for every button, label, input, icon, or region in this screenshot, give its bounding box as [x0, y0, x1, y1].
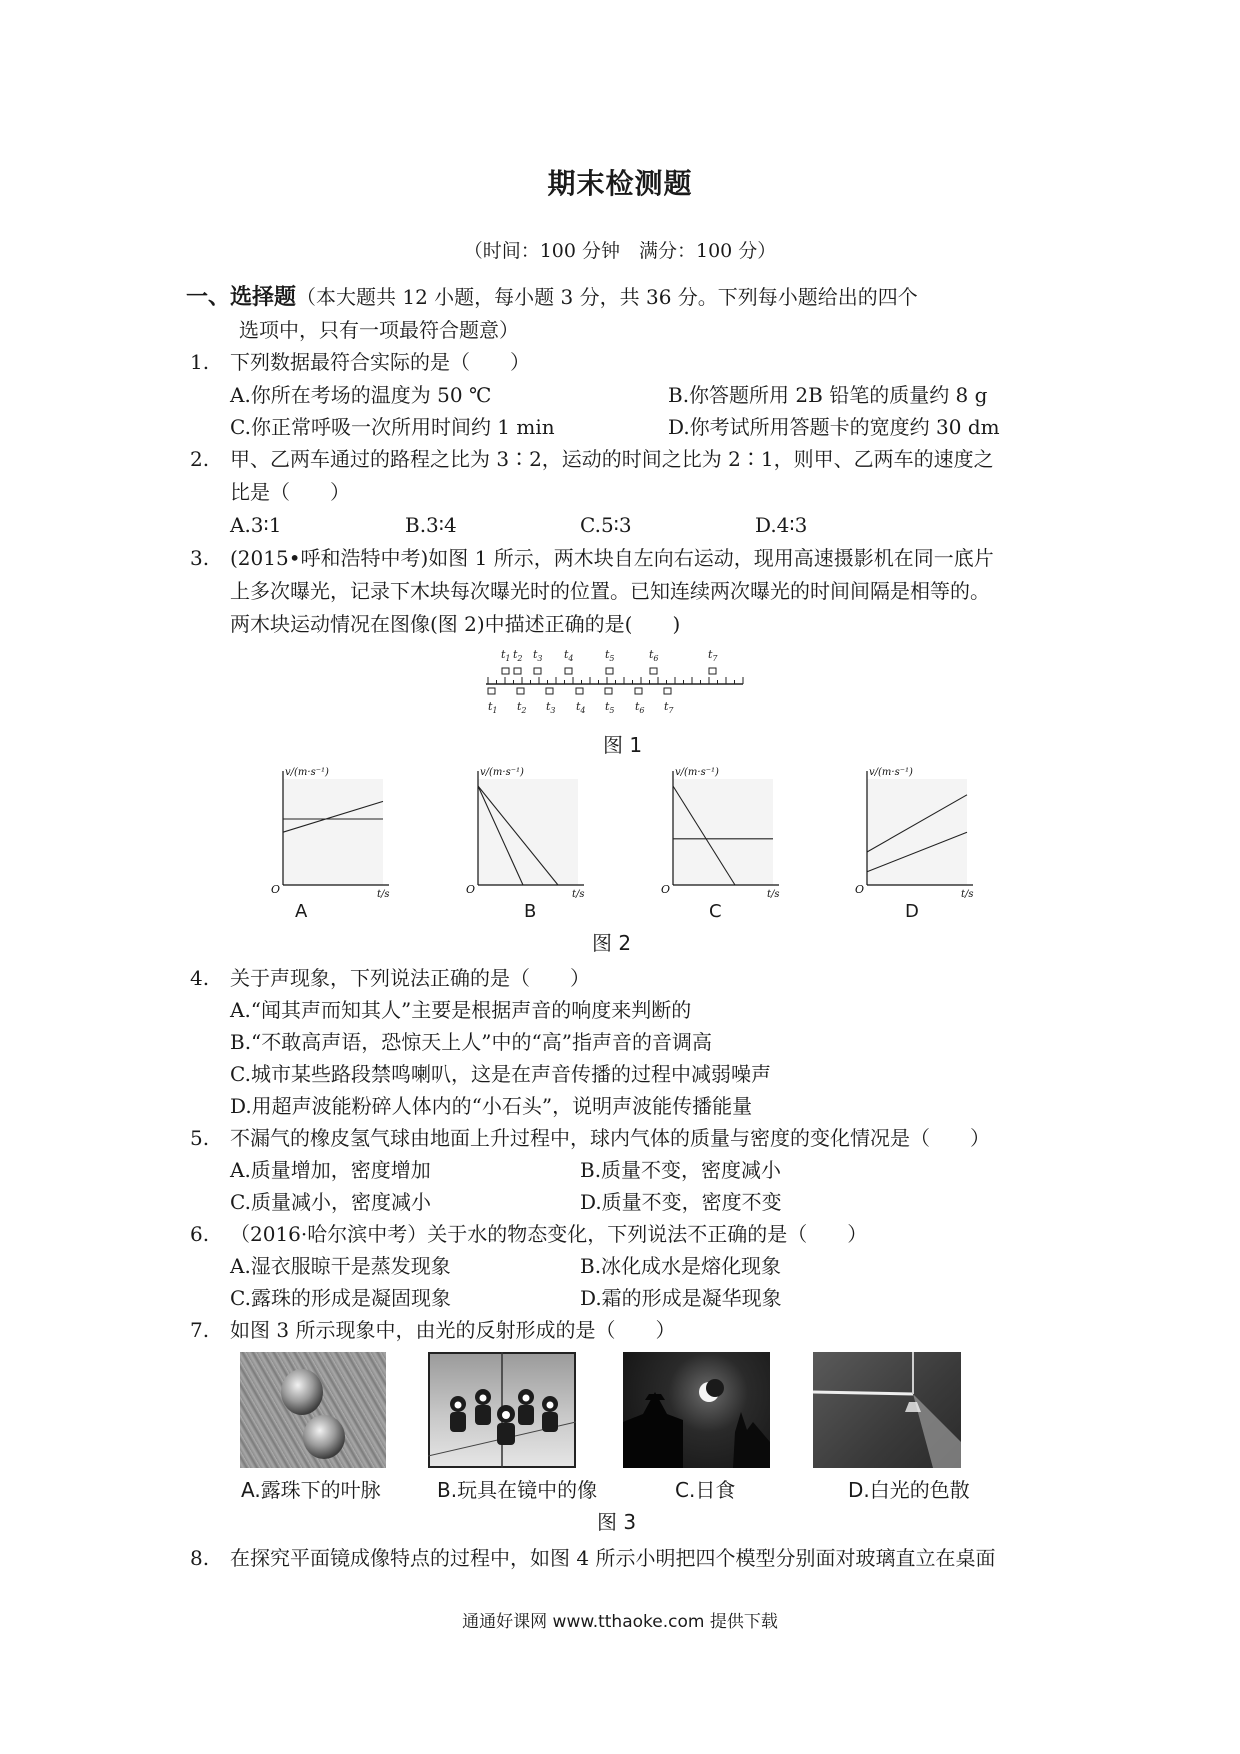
figure1-ruler-diagram: [480, 644, 750, 724]
figure2-caption: 图 2: [592, 931, 632, 955]
graph-background: [673, 779, 773, 885]
bottom-block-exposure: [576, 688, 583, 694]
bottom-time-label: $t_5$: [605, 700, 615, 715]
bottom-block-exposure: [517, 688, 524, 694]
q2-option-b: B.3∶4: [405, 513, 457, 537]
q5-option-d: D.质量不变，密度不变: [580, 1190, 782, 1214]
top-block-exposure: [514, 668, 521, 674]
q1-option-d: D.你考试所用答题卡的宽度约 30 dm: [668, 415, 1000, 439]
graph-a-label: A: [295, 901, 308, 922]
photo-dew-drops: [240, 1352, 386, 1468]
top-time-label: $t_1$: [501, 648, 511, 663]
graph-b: [460, 763, 590, 903]
q2-number: 2.: [190, 447, 210, 471]
bottom-block-exposure: [605, 688, 612, 694]
graph-d: [849, 763, 979, 903]
q5-stem: 不漏气的橡皮氢气球由地面上升过程中，球内气体的质量与密度的变化情况是（ ）: [230, 1126, 990, 1150]
q8-stem: 在探究平面镜成像特点的过程中，如图 4 所示小明把四个模型分别面对玻璃直立在桌面: [230, 1546, 996, 1570]
q6-option-a: A.湿衣服晾干是蒸发现象: [230, 1254, 451, 1278]
toy-figures-icon: [428, 1352, 576, 1468]
q1-stem: 下列数据最符合实际的是（ ）: [230, 350, 530, 374]
graph-y-label: v/(m·s⁻¹): [675, 767, 719, 778]
section-description-line2: 选项中，只有一项最符合题意）: [239, 318, 519, 342]
q4-option-b: B.“不敢高声语，恐惊天上人”中的“高”指声音的音调高: [230, 1030, 712, 1054]
top-time-label: $t_5$: [605, 648, 615, 663]
photo-a-caption: A.露珠下的叶脉: [241, 1478, 381, 1502]
q1-option-a: A.你所在考场的温度为 50 ℃: [230, 383, 492, 407]
graph-y-label: v/(m·s⁻¹): [285, 767, 329, 778]
top-time-label: $t_6$: [649, 648, 659, 663]
q7-number: 7.: [190, 1318, 210, 1342]
q4-option-d: D.用超声波能粉碎人体内的“小石头”，说明声波能传播能量: [230, 1094, 753, 1118]
q1-option-b: B.你答题所用 2B 铅笔的质量约 8 g: [668, 383, 988, 407]
q4-stem: 关于声现象，下列说法正确的是（ ）: [230, 966, 590, 990]
graph-x-label: t/s: [572, 889, 585, 900]
q5-number: 5.: [190, 1126, 210, 1150]
graph-origin: O: [855, 883, 865, 896]
q6-option-c: C.露珠的形成是凝固现象: [230, 1286, 451, 1310]
top-block-exposure: [606, 668, 613, 674]
graph-background: [283, 779, 383, 885]
bottom-time-label: $t_6$: [635, 700, 645, 715]
q1-number: 1.: [190, 350, 210, 374]
q6-option-d: D.霜的形成是凝华现象: [580, 1286, 782, 1310]
bottom-block-exposure: [546, 688, 553, 694]
q3-number: 3.: [190, 546, 210, 570]
q2-option-d: D.4∶3: [755, 513, 808, 537]
q2-option-c: C.5∶3: [580, 513, 632, 537]
graph-background: [478, 779, 578, 885]
top-block-exposure: [650, 668, 657, 674]
q3-stem-line3: 两木块运动情况在图像(图 2)中描述正确的是( ): [230, 612, 681, 636]
section-description: （本大题共 12 小题，每小题 3 分，共 36 分。下列每小题给出的四个: [296, 285, 918, 309]
dew-drops-icon: [240, 1352, 386, 1468]
figure3-caption: 图 3: [597, 1510, 637, 1534]
graph-d-label: D: [905, 901, 919, 922]
section-heading: [186, 287, 918, 309]
page-footer: 通通好课网 www.tthaoke.com 提供下载: [462, 1612, 778, 1632]
top-block-exposure: [565, 668, 572, 674]
bottom-block-exposure: [664, 688, 671, 694]
q2-option-a: A.3∶1: [230, 513, 282, 537]
q5-option-b: B.质量不变，密度减小: [580, 1158, 782, 1182]
photo-light-dispersion: [813, 1352, 961, 1468]
graph-origin: O: [271, 883, 281, 896]
page-title: 期末检测题: [547, 167, 693, 200]
bottom-time-label: $t_1$: [488, 700, 498, 715]
graph-c-label: C: [709, 901, 722, 922]
top-time-label: $t_7$: [708, 648, 718, 663]
photo-b-caption: B.玩具在镜中的像: [437, 1478, 598, 1502]
q4-option-a: A.“闻其声而知其人”主要是根据声音的响度来判断的: [230, 998, 692, 1022]
graph-a: [265, 763, 395, 903]
section-title: 一、选择题: [186, 285, 297, 310]
graph-origin: O: [466, 883, 476, 896]
photo-toys-mirror: [428, 1352, 576, 1468]
q5-option-c: C.质量减小，密度减小: [230, 1190, 431, 1214]
page-subtitle: （时间：100 分钟 满分：100 分）: [463, 240, 777, 262]
bottom-block-exposure: [635, 688, 642, 694]
q2-stem-line1: 甲、乙两车通过的路程之比为 3∶2，运动的时间之比为 2∶1，则甲、乙两车的速度之: [230, 447, 994, 471]
bottom-block-exposure: [488, 688, 495, 694]
graph-x-label: t/s: [961, 889, 974, 900]
graph-background: [867, 779, 967, 885]
q6-option-b: B.冰化成水是熔化现象: [580, 1254, 782, 1278]
top-block-exposure: [534, 668, 541, 674]
top-time-label: $t_4$: [564, 648, 574, 663]
q2-stem-line2: 比是（ ）: [230, 480, 350, 504]
q7-stem: 如图 3 所示现象中，由光的反射形成的是（ ）: [230, 1318, 676, 1342]
q6-stem: （2016·哈尔滨中考）关于水的物态变化，下列说法不正确的是（ ）: [230, 1222, 868, 1246]
graph-y-label: v/(m·s⁻¹): [480, 767, 524, 778]
graph-b-label: B: [524, 901, 537, 922]
graph-c: [655, 763, 785, 903]
q6-number: 6.: [190, 1222, 210, 1246]
q3-stem-line2: 上多次曝光，记录下木块每次曝光时的位置。已知连续两次曝光的时间间隔是相等的。: [230, 579, 990, 603]
top-block-exposure: [709, 668, 716, 674]
q8-number: 8.: [190, 1546, 210, 1570]
graph-origin: O: [661, 883, 671, 896]
eclipse-icon: [623, 1352, 770, 1468]
q5-option-a: A.质量增加，密度增加: [230, 1158, 431, 1182]
graph-y-label: v/(m·s⁻¹): [869, 767, 913, 778]
bottom-time-label: $t_2$: [517, 700, 527, 715]
top-time-label: $t_2$: [513, 648, 523, 663]
graph-x-label: t/s: [767, 889, 780, 900]
figure1-caption: 图 1: [603, 733, 643, 757]
light-beam-icon: [813, 1352, 961, 1468]
bottom-time-label: $t_4$: [576, 700, 586, 715]
q4-option-c: C.城市某些路段禁鸣喇叭，这是在声音传播的过程中减弱噪声: [230, 1062, 771, 1086]
q1-option-c: C.你正常呼吸一次所用时间约 1 min: [230, 415, 555, 439]
photo-solar-eclipse: [623, 1352, 770, 1468]
top-time-label: $t_3$: [533, 648, 543, 663]
bottom-time-label: $t_7$: [664, 700, 674, 715]
graph-x-label: t/s: [377, 889, 390, 900]
q3-stem-line1: (2015•呼和浩特中考)如图 1 所示，两木块自左向右运动，现用高速摄影机在同一底片: [230, 546, 994, 570]
photo-c-caption: C.日食: [675, 1478, 736, 1502]
top-block-exposure: [502, 668, 509, 674]
bottom-time-label: $t_3$: [546, 700, 556, 715]
q4-number: 4.: [190, 966, 210, 990]
photo-d-caption: D.白光的色散: [848, 1478, 970, 1502]
